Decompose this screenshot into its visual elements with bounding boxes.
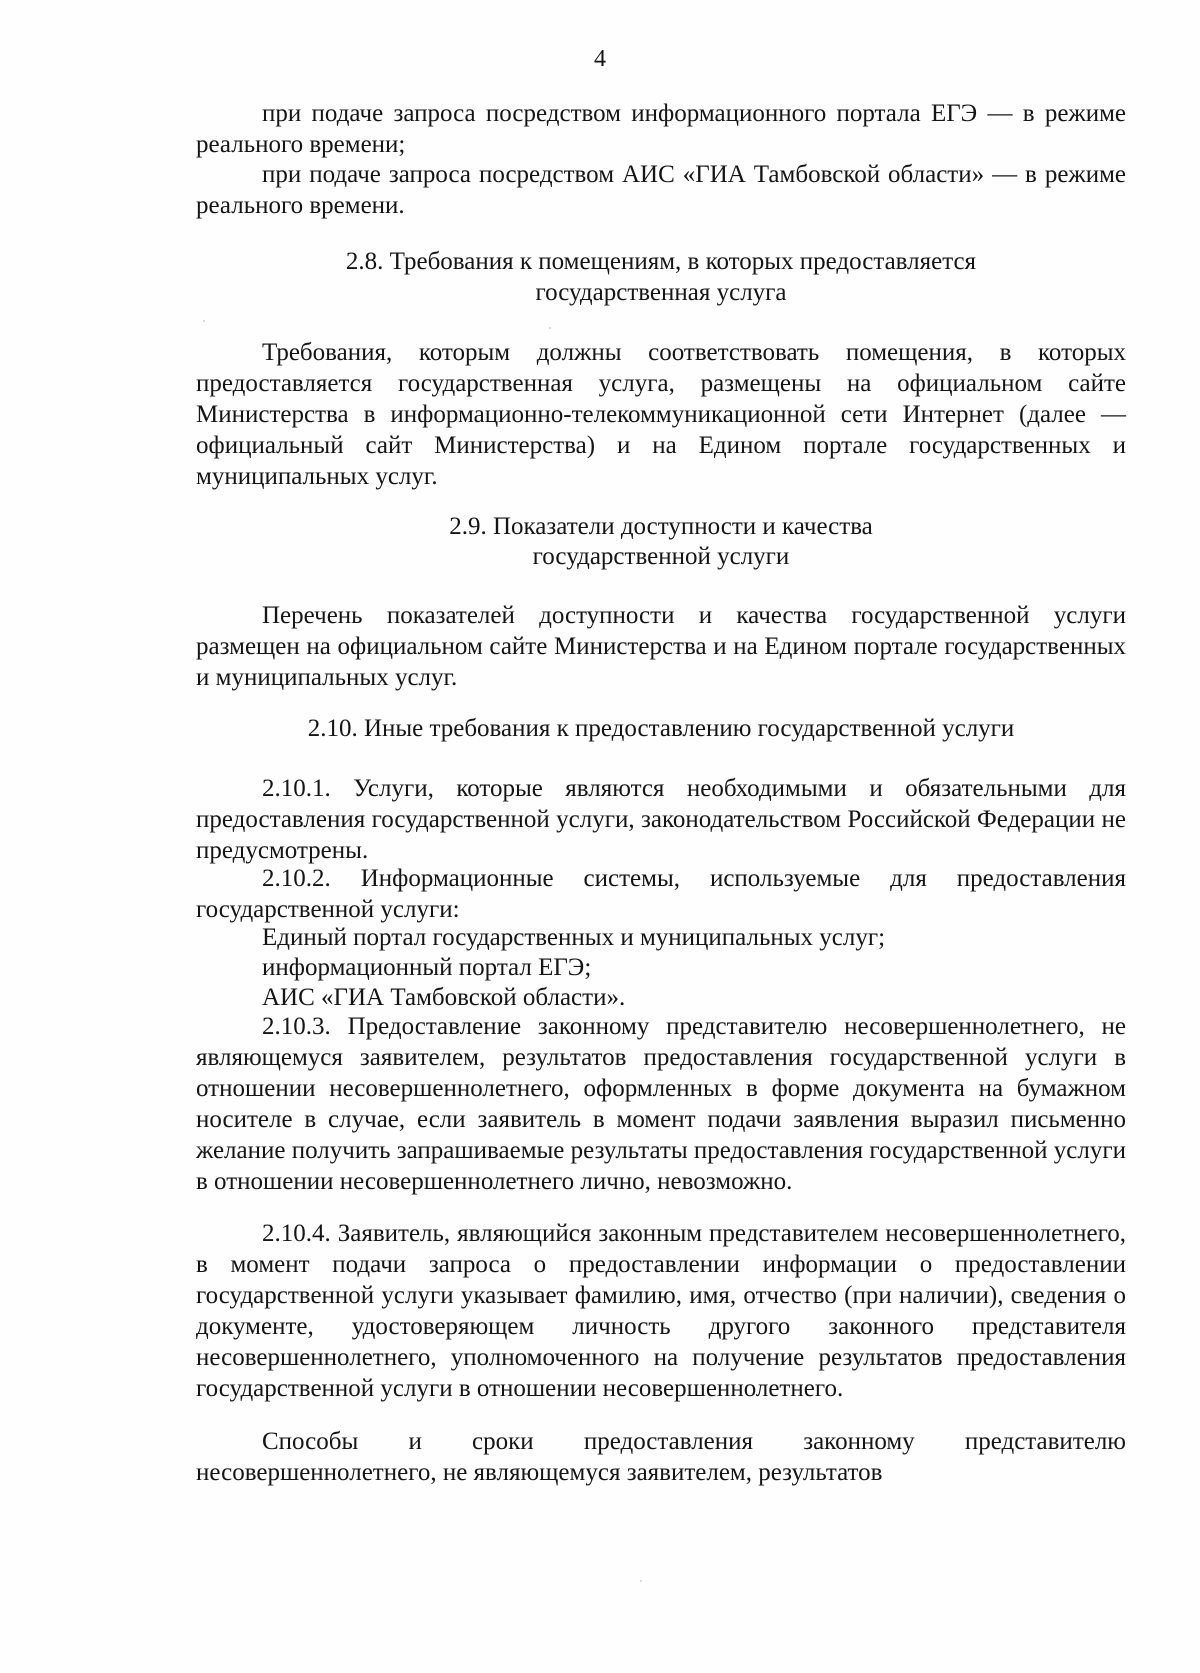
section-heading-2-8-line1: 2.8. Требования к помещениям, в которых предоставляется [345, 248, 977, 275]
scan-speck [203, 320, 205, 322]
paragraph-2-10-3: 2.10.3. Предоставление законному представителю несовершеннолетнего, не являющемуся заявителем, результатов предоставления государственной услуги в отношении несовершеннолетнего, оформленных в форме документа на бумажном носителе в случае, если заявитель в момент подачи заявления выразил письменно желание получить запрашиваемые результаты предоставления государственной услуги в отношении несовершеннолетнего лично, невозможно. [196, 1013, 1126, 1195]
section-heading-2-10: 2.10. Иные требования к предоставлению государственной услуги [307, 715, 1015, 742]
list-item-unified-portal: Единый портал государственных и муниципальных услуг; [262, 924, 886, 951]
paragraph-quality-indicators: Перечень показателей доступности и качества государственной услуги размещен на официальном сайте Министерства и на Едином портале государственных и муниципальных услуг. [196, 602, 1126, 691]
scan-speck [640, 1580, 642, 1582]
paragraph-2-10-4: 2.10.4. Заявитель, являющийся законным представителем несовершеннолетнего, в момент подачи запроса о предоставлении информации о предоставлении государственной услуги указывает фамилию, имя, отчество (при наличии), сведения о документе, удостоверяющем личность другого законного представителя несовершеннолетнего, уполномоченного на получение результатов предоставления государственной услуги в отношении несовершеннолетнего. [196, 1220, 1126, 1402]
section-heading-2-8-line2: государственная услуга [535, 279, 787, 306]
paragraph-ais-gia: при подаче запроса посредством АИС «ГИА Тамбовской области» — в режиме реального времени. [196, 161, 1126, 219]
list-item-ais-gia: АИС «ГИА Тамбовской области». [262, 984, 626, 1011]
list-item-ege-portal: информационный портал ЕГЭ; [262, 954, 592, 981]
section-heading-2-9-line2: государственной услуги [532, 543, 790, 570]
paragraph-methods-and-terms: Способы и сроки предоставления законному представителю несовершеннолетнего, не являющемуся заявителем, результатов [196, 1428, 1126, 1486]
paragraph-ege-portal: при подаче запроса посредством информационного портала ЕГЭ — в режиме реального времени; [196, 100, 1126, 158]
scan-speck [549, 327, 551, 329]
paragraph-2-10-2: 2.10.2. Информационные системы, используемые для предоставления государственной услуги: [196, 865, 1126, 923]
section-heading-2-9-line1: 2.9. Показатели доступности и качества [449, 513, 873, 540]
paragraph-2-10-1: 2.10.1. Услуги, которые являются необходимыми и обязательными для предоставления государственной услуги, законодательством Российской Федерации не предусмотрены. [196, 775, 1126, 864]
paragraph-premises-requirements: Требования, которым должны соответствовать помещения, в которых предоставляется государственная услуга, размещены на официальном сайте Министерства в информационно-телекоммуникационной сети Интернет (далее — официальный сайт Министерства) и на Едином портале государственных и муниципальных услуг. [196, 339, 1126, 490]
page-number: 4 [594, 46, 606, 72]
